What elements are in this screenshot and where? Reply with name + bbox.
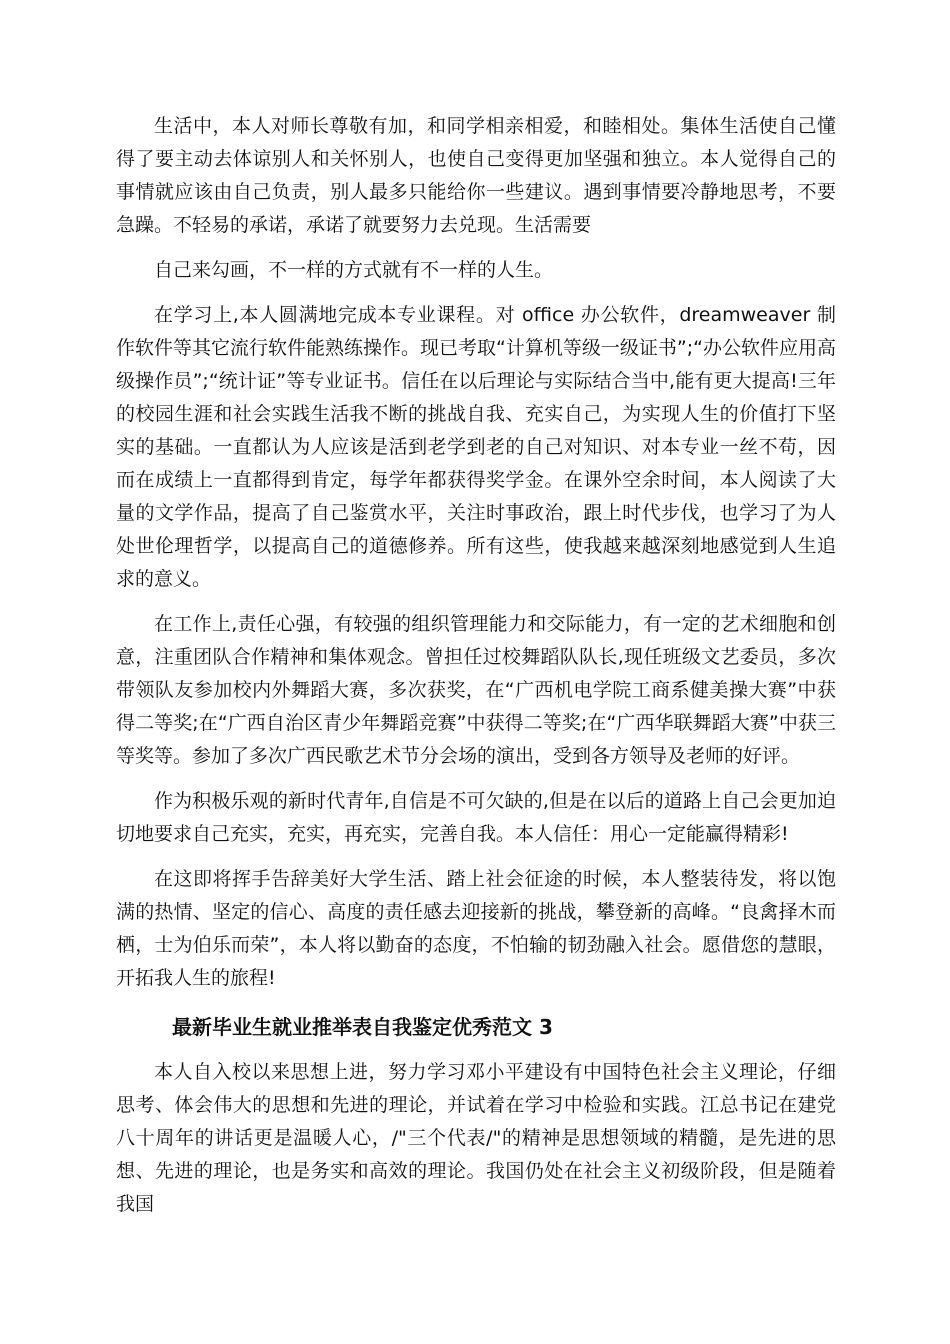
paragraph-life: 生活中，本人对师长尊敬有加，和同学相亲相爱，和睦相处。集体生活使自己懂得了要主动去体谅别人和关怀别人，也使自己变得更加坚强和独立。本人觉得自己的事情就应该由自己负责，别人最多只能给你一些建议。遇到事情要冷静地思考，不要急躁。不轻易的承诺，承诺了就要努力去兑现。生活需要 — [116, 115, 836, 236]
paragraph-thought: 本人自入校以来思想上进，努力学习邓小平建设有中国特色社会主义理论，仔细思考、体会伟大的思想和先进的理论，并试着在学习中检验和实践。江总书记在建党八十周年的讲话更是温暖人心，/"三个代表/"的精神是思想领域的精髓，是先进的思想、先进的理论，也是务实和高效的理论。我国仍处在社会主义初级阶段，但是随着我国 — [116, 1061, 836, 1215]
paragraph-life-continued: 自己来勾画，不一样的方式就有不一样的人生。 — [154, 259, 554, 281]
document-body — [116, 110, 836, 1233]
section-heading: 最新毕业生就业推举表自我鉴定优秀范文 3 — [172, 1015, 553, 1039]
paragraph-farewell: 在这即将挥手告辞美好大学生活、踏上社会征途的时候，本人整装待发，将以饱满的热情、坚定的信心、高度的责任感去迎接新的挑战，攀登新的高峰。“良禽择木而栖，士为伯乐而荣”，本人将以勤奋的态度，不怕输的韧劲融入社会。愿借您的慧眼，开拓我人生的旅程! — [116, 868, 836, 989]
paragraph-study: 在学习上,本人圆满地完成本专业课程。对 office 办公软件，dreamweaver 制作软件等其它流行软件能熟练操作。现已考取“计算机等级一级证书”;“办公软件应用高级操作员”;“统计证”等专业证书。信任在以后理论与实际结合当中,能有更大提高!三年的校园生涯和社会实践生活我不断的挑战自我、充实自己，为实现人生的价值打下坚实的基础。一直都认为人应该是活到老学到老的自己对知识、对本专业一丝不苟，因而在成绩上一直都得到肯定，每学年都获得奖学金。在课外空余时间，本人阅读了大量的文学作品，提高了自己鉴赏水平，关注时事政治，跟上时代步伐，也学习了为人处世伦理哲学，以提高自己的道德修养。所有这些，使我越来越深刻地感觉到人生追求的意义。 — [116, 304, 836, 590]
paragraph-work: 在工作上,责任心强，有较强的组织管理能力和交际能力，有一定的艺术细胞和创意，注重团队合作精神和集体观念。曾担任过校舞蹈队队长,现任班级文艺委员，多次带领队友参加校内外舞蹈大赛，多次获奖，在“广西机电学院工商系健美操大赛”中获得二等奖;在“广西自治区青少年舞蹈竞赛”中获得二等奖;在“广西华联舞蹈大赛”中获三等奖等。参加了多次广西民歌艺术节分会场的演出，受到各方领导及老师的好评。 — [116, 613, 836, 767]
paragraph-confidence: 作为积极乐观的新时代青年,自信是不可欠缺的,但是在以后的道路上自己会更加迫切地要求自己充实，充实，再充实，完善自我。本人信任：用心一定能赢得精彩! — [116, 790, 836, 845]
